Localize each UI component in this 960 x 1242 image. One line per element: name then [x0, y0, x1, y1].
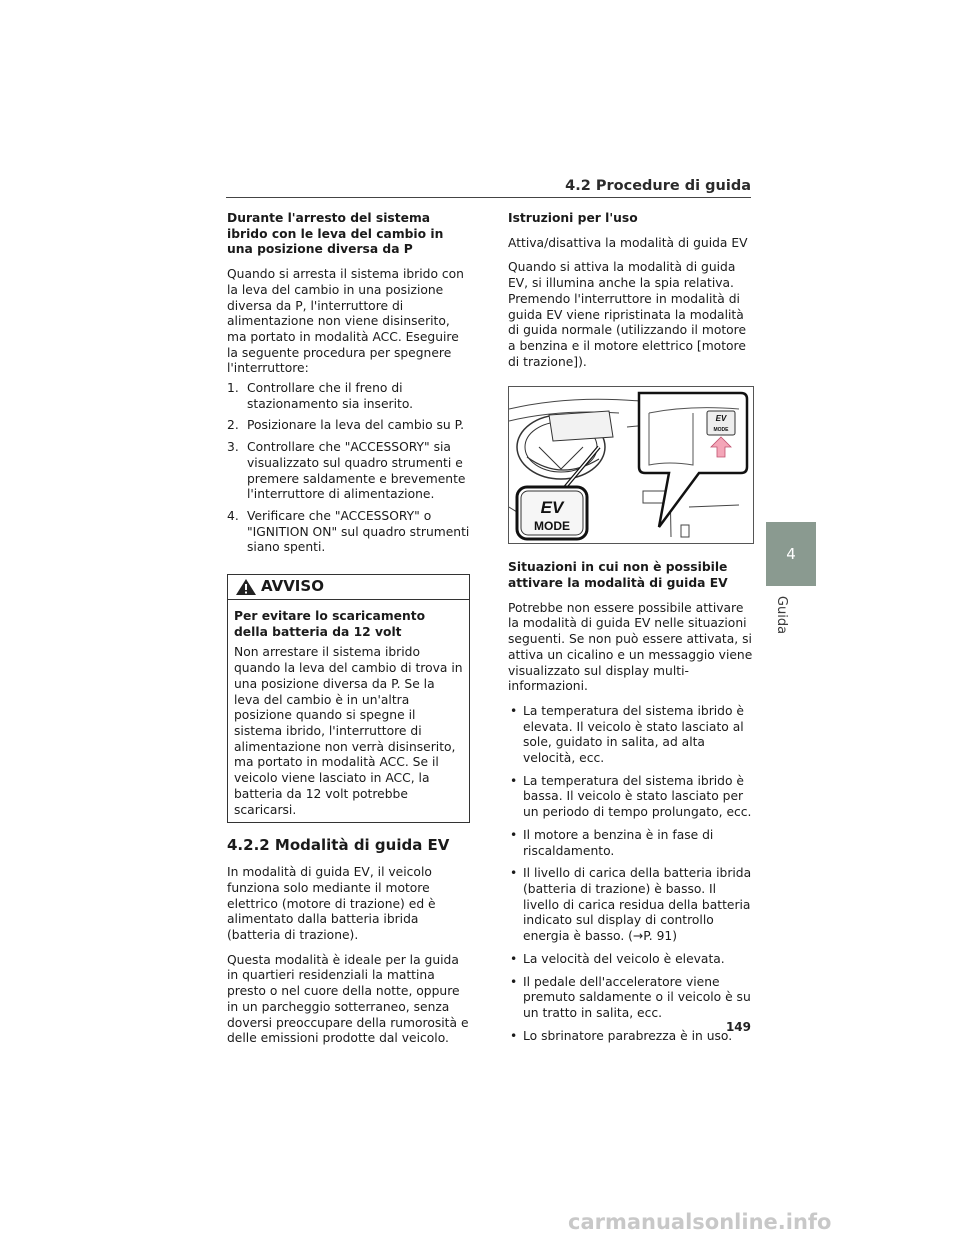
- step-text: Controllare che il freno di stazionamento sia inserito.: [247, 381, 414, 411]
- bullet-glyph: •: [510, 827, 518, 842]
- left-subhead: Durante l'arresto del sistema ibrido con le leva del cambio in una posizione diversa da P: [227, 211, 444, 257]
- warning-text: Non arrestare il sistema ibrido quando la leva del cambio di trova in una posizione diversa da P. Se la leva del cambio è in un'altra posizione quando si spegne il sistema ibrido, l'interruttore di alimentazione non verrà disinserito, ma portato in modalità ACC. Se il veicolo viene lasciato in ACC, la batteria da 12 volt potrebbe scaricarsi.: [234, 645, 463, 817]
- list-item: [508, 975, 754, 1022]
- bullet-glyph: •: [510, 974, 518, 989]
- list-item-text: Lo sbrinatore parabrezza è in uso.: [523, 1028, 733, 1043]
- limitations-list: [508, 704, 754, 1044]
- limitations-subhead: Situazioni in cui non è possibile attivare la modalità di guida EV: [508, 560, 728, 591]
- step-list: [227, 381, 470, 556]
- list-item-text: La temperatura del sistema ibrido è elevata. Il veicolo è stato lasciato al sole, guidato in salita, ad alta velocità, ecc.: [523, 703, 744, 766]
- dashboard-illustration: [509, 387, 753, 543]
- warning-box: [227, 574, 470, 823]
- step-number: 1.: [227, 381, 239, 396]
- warning-body: [228, 600, 469, 822]
- limitations-paragraph: Potrebbe non essere possibile attivare la modalità di guida EV nelle situazioni seguenti. Se non può essere attivata, si attiva un cicalino e un messaggio viene visualizzato sul display multi-informazioni.: [508, 600, 753, 694]
- section-header-title: 4.2 Procedure di guida: [565, 178, 751, 194]
- instructions-paragraph: Quando si attiva la modalità di guida EV, si illumina anche la spia relativa. Premendo l'interruttore in modalità di guida EV viene ripristinata la modalità di guida normale (utilizzando il motore a benzina e il motore elettrico [motore di trazione]).: [508, 260, 747, 369]
- left-intro: Quando si arresta il sistema ibrido con la leva del cambio in una posizione diversa da P, l'interruttore di alimentazione non viene disinserito, ma portato in modalità ACC. Eseguire la seguente procedura per spegnere l'interruttore:: [227, 267, 464, 376]
- chapter-number: 4: [786, 545, 796, 563]
- step-item: [227, 418, 470, 434]
- list-item: [508, 828, 754, 859]
- watermark: carmanualsonline.info: [568, 1210, 832, 1234]
- chapter-label: Guida: [774, 595, 790, 635]
- list-item-text: Il livello di carica della batteria ibrida (batteria di trazione) è basso. Il livello di carica residua della batteria indicato sul display di controllo energia è basso. (→P. 91): [523, 866, 752, 944]
- warning-title: AVVISO: [261, 577, 324, 596]
- bullet-glyph: •: [510, 1028, 518, 1043]
- list-item: [508, 704, 754, 767]
- ev-mode-paragraph-1: In modalità di guida EV, il veicolo funziona solo mediante il motore elettrico (motore di trazione) ed è alimentato dalla batteria ibrida (batteria di trazione).: [227, 865, 436, 943]
- mode-label: MODE: [534, 519, 570, 534]
- step-item: [227, 381, 470, 412]
- step-number: 2.: [227, 418, 239, 433]
- step-item: [227, 509, 470, 556]
- step-text: Controllare che "ACCESSORY" sia visualizzato sul quadro strumenti e premere saldamente e brevemente l'interruttore di alimentazione.: [247, 440, 466, 502]
- right-column: [508, 211, 754, 1051]
- step-text: Posizionare la leva del cambio su P.: [247, 418, 465, 433]
- list-item: [508, 1029, 754, 1045]
- step-number: 3.: [227, 440, 239, 455]
- ev-mode-figure: [508, 386, 754, 544]
- instructions-line: Attiva/disattiva la modalità di guida EV: [508, 235, 748, 250]
- page-header: [226, 175, 751, 197]
- header-rule: [226, 197, 751, 198]
- step-text: Verificare che "ACCESSORY" o "IGNITION ON" sul quadro strumenti siano spenti.: [247, 508, 470, 555]
- left-column: [227, 211, 470, 1056]
- list-item-text: La temperatura del sistema ibrido è bassa. Il veicolo è stato lasciato per un periodo di tempo prolungato, ecc.: [523, 773, 752, 820]
- small-mode-label: MODE: [713, 427, 729, 434]
- list-item-text: Il pedale dell'acceleratore viene premuto saldamente o il veicolo è su un tratto in salita, ecc.: [523, 974, 751, 1020]
- list-item-text: Il motore a benzina è in fase di riscaldamento.: [523, 827, 714, 858]
- page-number: 149: [725, 1020, 751, 1034]
- step-item: [227, 440, 470, 503]
- bullet-glyph: •: [510, 703, 518, 718]
- list-item: [508, 774, 754, 821]
- list-item: [508, 952, 754, 968]
- list-item: [508, 866, 754, 945]
- step-number: 4.: [227, 508, 239, 523]
- warning-header: [228, 575, 469, 600]
- list-item-text: La velocità del veicolo è elevata.: [523, 951, 725, 966]
- bullet-glyph: •: [510, 773, 518, 788]
- section-title: 4.2.2 Modalità di guida EV: [227, 836, 450, 855]
- small-ev-label: EV: [715, 414, 727, 424]
- warning-subhead: Per evitare lo scaricamento della batteria da 12 volt: [234, 609, 426, 639]
- ev-mode-paragraph-2: Questa modalità è ideale per la guida in quartieri residenziali la mattina presto o nel cuore della notte, oppure in un parcheggio sotterraneo, senza doversi preoccupare della rumorosità e delle emissioni prodotte dal veicolo.: [227, 952, 469, 1046]
- warning-triangle-icon: [235, 578, 257, 596]
- bullet-glyph: •: [510, 951, 518, 966]
- instructions-subhead: Istruzioni per l'uso: [508, 211, 638, 225]
- bullet-glyph: •: [510, 866, 518, 881]
- chapter-tab: [766, 522, 816, 586]
- ev-label: EV: [540, 498, 564, 518]
